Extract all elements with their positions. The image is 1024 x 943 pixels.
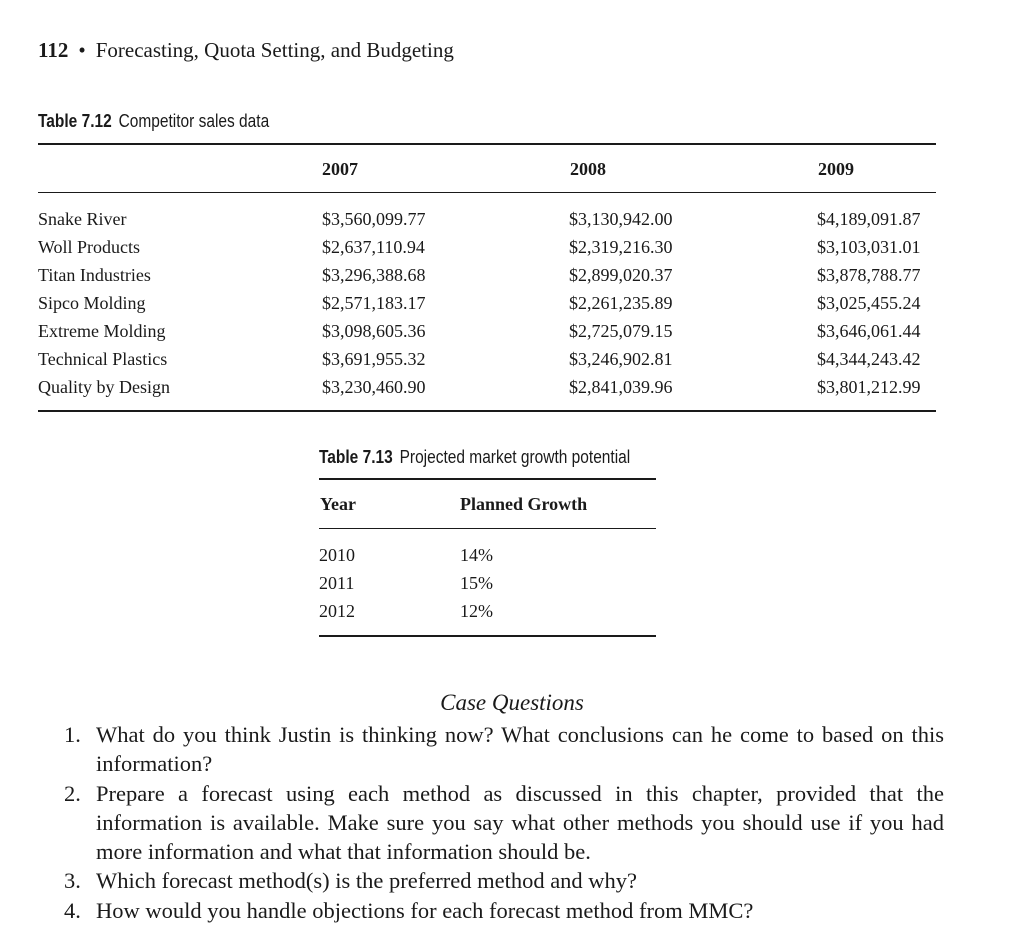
year-cell: 2011 bbox=[319, 573, 355, 593]
table-row bbox=[38, 289, 936, 317]
list-item bbox=[64, 720, 944, 779]
question-text: Which forecast method(s) is the preferred method and why? bbox=[96, 868, 638, 894]
page-number: 112 bbox=[38, 38, 69, 62]
table-row bbox=[319, 597, 656, 625]
sales-2008: $2,725,079.15 bbox=[569, 321, 673, 341]
table-row bbox=[38, 373, 936, 401]
question-text: How would you handle objections for each forecast method from MMC? bbox=[96, 897, 754, 923]
running-header bbox=[38, 38, 454, 63]
table-7-12-header-2008: 2008 bbox=[570, 159, 606, 179]
table-row bbox=[319, 541, 656, 569]
table-row bbox=[38, 205, 936, 233]
sales-2007: $3,560,099.77 bbox=[322, 209, 426, 229]
table-7-13-bottom-rule bbox=[319, 635, 656, 637]
table-7-12-title: Competitor sales data bbox=[118, 111, 270, 131]
growth-cell: 15% bbox=[460, 573, 493, 593]
company-name: Snake River bbox=[38, 209, 127, 229]
question-text: What do you think Justin is thinking now? What conclusions can he come to based on this information? bbox=[96, 722, 944, 777]
company-name: Titan Industries bbox=[38, 265, 151, 285]
sales-2009: $3,646,061.44 bbox=[817, 321, 921, 341]
sales-2009: $3,025,455.24 bbox=[817, 293, 921, 313]
table-7-12-header-2009: 2009 bbox=[818, 159, 854, 179]
company-name: Extreme Molding bbox=[38, 321, 166, 341]
table-7-13-top-rule bbox=[319, 478, 656, 480]
sales-2008: $3,246,902.81 bbox=[569, 349, 673, 369]
table-7-13-title: Projected market growth potential bbox=[399, 447, 631, 467]
sales-2007: $3,230,460.90 bbox=[322, 377, 426, 397]
sales-2008: $2,319,216.30 bbox=[569, 237, 673, 257]
sales-2007: $2,571,183.17 bbox=[322, 293, 426, 313]
growth-cell: 14% bbox=[460, 545, 493, 565]
sales-2007: $2,637,110.94 bbox=[322, 237, 425, 257]
table-row bbox=[38, 233, 936, 261]
year-cell: 2010 bbox=[319, 545, 355, 565]
table-row bbox=[38, 317, 936, 345]
sales-2008: $3,130,942.00 bbox=[569, 209, 673, 229]
sales-2009: $4,344,243.42 bbox=[817, 349, 921, 369]
question-number: 4. bbox=[64, 897, 81, 923]
sales-2009: $3,103,031.01 bbox=[817, 237, 921, 257]
table-7-12-caption bbox=[38, 111, 269, 132]
company-name: Sipco Molding bbox=[38, 293, 146, 313]
table-row bbox=[38, 261, 936, 289]
list-item bbox=[64, 866, 944, 895]
company-name: Quality by Design bbox=[38, 377, 170, 397]
table-row bbox=[38, 345, 936, 373]
case-questions-list bbox=[64, 720, 944, 925]
table-7-13-header-growth: Planned Growth bbox=[460, 494, 588, 514]
table-7-13-body bbox=[319, 541, 656, 625]
chapter-title: Forecasting, Quota Setting, and Budgeting bbox=[95, 38, 454, 62]
table-7-13-caption bbox=[319, 447, 630, 468]
table-row bbox=[319, 569, 656, 597]
sales-2008: $2,841,039.96 bbox=[569, 377, 673, 397]
case-questions-title: Case Questions bbox=[440, 690, 584, 715]
list-item bbox=[64, 779, 944, 867]
question-number: 2. bbox=[64, 780, 81, 806]
table-7-12-bottom-rule bbox=[38, 410, 936, 412]
sales-2009: $3,878,788.77 bbox=[817, 265, 921, 285]
question-number: 1. bbox=[64, 722, 81, 747]
table-7-12-body bbox=[38, 205, 936, 401]
company-name: Woll Products bbox=[38, 237, 141, 257]
sales-2008: $2,899,020.37 bbox=[569, 265, 673, 285]
sales-2009: $4,189,091.87 bbox=[817, 209, 921, 229]
sales-2008: $2,261,235.89 bbox=[569, 293, 673, 313]
company-name: Technical Plastics bbox=[38, 349, 168, 369]
table-7-13-header-rule bbox=[319, 528, 656, 529]
sales-2007: $3,691,955.32 bbox=[322, 349, 426, 369]
header-separator: • bbox=[78, 38, 86, 62]
growth-cell: 12% bbox=[460, 601, 493, 621]
sales-2007: $3,296,388.68 bbox=[322, 265, 426, 285]
table-7-12-header-rule bbox=[38, 192, 936, 193]
year-cell: 2012 bbox=[319, 601, 355, 621]
table-7-12-label: Table 7.12 bbox=[38, 111, 112, 131]
list-item bbox=[64, 896, 944, 925]
sales-2009: $3,801,212.99 bbox=[817, 377, 921, 397]
sales-2007: $3,098,605.36 bbox=[322, 321, 426, 341]
table-7-13-header-year: Year bbox=[320, 494, 356, 514]
question-number: 3. bbox=[64, 868, 81, 894]
question-text: Prepare a forecast using each method as discussed in this chapter, provided that the information is available. Make sure you say what other methods you should use if you had more information and what that information should be. bbox=[96, 780, 944, 865]
table-7-12-top-rule bbox=[38, 143, 936, 145]
table-7-12-header-2007: 2007 bbox=[322, 159, 358, 179]
table-7-13-label: Table 7.13 bbox=[319, 447, 393, 467]
